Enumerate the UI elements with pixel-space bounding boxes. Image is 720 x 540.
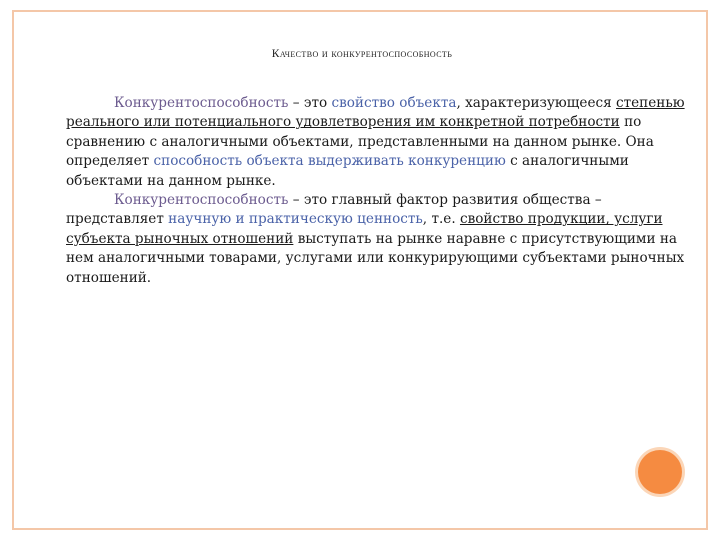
text-run: , характеризующееся: [456, 95, 616, 111]
paragraph-2: [66, 191, 688, 288]
text-run: – это: [288, 95, 332, 111]
slide-title: Качество и конкурентоспособность: [271, 48, 453, 60]
text-run: – это главный фактор развития общества – представляет: [66, 192, 602, 228]
underlined-run: свойство продукции, услуги субъекта рыночных отношений: [66, 211, 663, 247]
highlight-run: способность объекта выдерживать конкуренцию: [153, 153, 506, 170]
slide-body: [66, 94, 688, 288]
decorative-circle-icon: [638, 450, 682, 494]
highlight-run: научную и практическую ценность: [168, 211, 423, 228]
text-run: по сравнению с аналогичными объектами, представленными на данном рынке. Она определяет: [66, 114, 654, 170]
text-run: , т.е.: [422, 211, 460, 228]
paragraph-1: [66, 94, 688, 191]
slide-frame: [12, 10, 708, 530]
underlined-run: степенью реального или потенциального удовлетворения им конкретной потребности: [66, 95, 685, 131]
highlight-run: свойство объекта: [331, 95, 457, 111]
text-run: с аналогичными объектами на данном рынке.: [66, 153, 629, 189]
term-highlight: Конкурентоспособность: [114, 95, 289, 111]
text-run: выступать на рынке наравне с присутствующими на нем аналогичными товарами, услугами или конкурирующими субъектами рыночных отношений.: [66, 230, 685, 286]
term-highlight: Конкурентоспособность: [114, 192, 289, 209]
